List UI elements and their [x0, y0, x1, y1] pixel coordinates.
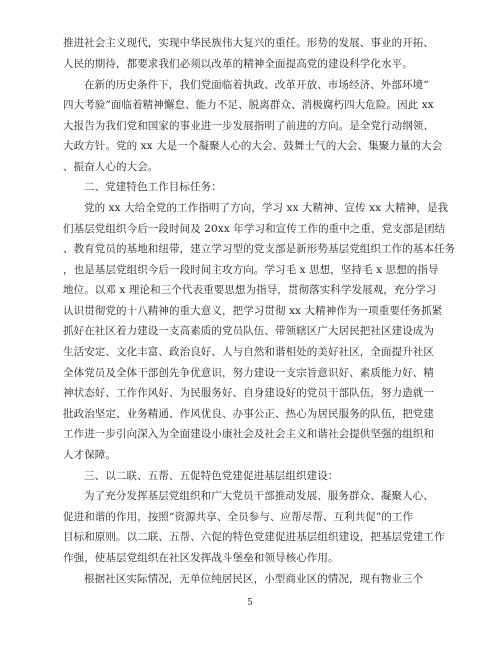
text-line: ，也是基层党组织今后一段时间主攻方向。学习毛 x 思想，坚持毛 x 思想的指导 — [63, 264, 439, 276]
text-line: 工作进一步引向深入为全面建设小康社会及社会主义和谐社会提供坚强的组织和 — [63, 428, 434, 440]
text-line: 人才保障。 — [63, 449, 116, 461]
text-line: 批政治坚定、业务精通、作风优良、办事公正、热心为居民服务的队伍，把党建 — [63, 408, 434, 420]
paragraph-start-line: 在新的历史条件下，我们党面临着执政、改革开放、市场经济、外部环境“ — [84, 79, 429, 91]
text-line: 们基层党组织今后一段时间及 20xx 年学习和宣传工作的重中之重，党支部是团结 — [63, 223, 446, 235]
text-line: 目标和原则。以二联、五帮、六促的特色党建促进基层组织建设，把基层党建工作 — [63, 531, 445, 543]
text-line: 、振奋人心的大会。 — [63, 161, 159, 173]
text-line: 人民的期待，都要求我们必须以改革的精神全面提高党的建设科学化水平。 — [63, 58, 413, 70]
paragraph-start-line: 党的 xx 大给全党的工作指明了方向，学习 xx 大精神、宣传 xx 大精神，是我 — [84, 202, 449, 214]
section-heading: 二、党建特色工作目标任务： — [84, 181, 222, 193]
text-line: 全体党员及全体干部创先争优意识，努力建设一支宗旨意识好、素质能力好、精 — [63, 367, 434, 379]
text-line: 地位。以邓 x 理论和三个代表重要思想为指导，贯彻落实科学发展观，充分学习 — [63, 284, 437, 296]
text-line: 认识贯彻党的十八精神的重大意义，把学习贯彻 xx 大精神作为一项重要任务抓紧 — [63, 305, 443, 317]
text-line: 推进社会主义现代，实现中华民族伟大复兴的重任。形势的发展、事业的开拓、 — [63, 37, 434, 49]
paragraph-start-line: 根据社区实际情况，无单位纯居民区，小型商业区的情况，现有物业三个 — [84, 573, 424, 585]
text-line: 神状态好、工作作风好、为民服务好、自身建设好的党员干部队伍，努力造就一 — [63, 387, 434, 399]
text-line: 促进和谐的作用，按照“资源共享、全员参与、应帮尽帮、互利共促”的工作 — [63, 511, 414, 523]
text-line: 大报告为我们党和国家的事业进一步发展指明了前进的方向。是全党行动纲领、 — [63, 120, 434, 132]
text-line: 四大考验”面临着精神懈怠、能力不足、脱离群众、消极腐朽四大危险。因此 xx — [63, 99, 434, 111]
page-number: 5 — [247, 598, 253, 608]
text-line: 作强，使基层党组织在社区发挥战斗堡垒和领导核心作用。 — [63, 552, 339, 564]
text-line: 抓好在社区着力建设一支高素质的党员队伍、带领辖区广大居民把社区建设成为 — [63, 325, 434, 337]
text-line: 、教育党员的基地和纽带，建立学习型的党支部是新形势基层党组织工作的基本任务 — [63, 243, 456, 255]
section-heading: 三、以二联、五帮、五促特色党建促进基层组织建设： — [84, 470, 339, 482]
text-line: 生活安定、文化丰富、政治良好、人与自然和谐相处的美好社区，全面提升社区 — [63, 346, 434, 358]
paragraph-start-line: 为了充分发挥基层党组织和广大党员干部推动发展、服务群众、凝聚人心、 — [84, 490, 434, 502]
text-line: 大政方针。党的 xx 大是一个凝聚人心的大会、鼓舞士气的大会、集聚力量的大会 — [63, 140, 443, 152]
